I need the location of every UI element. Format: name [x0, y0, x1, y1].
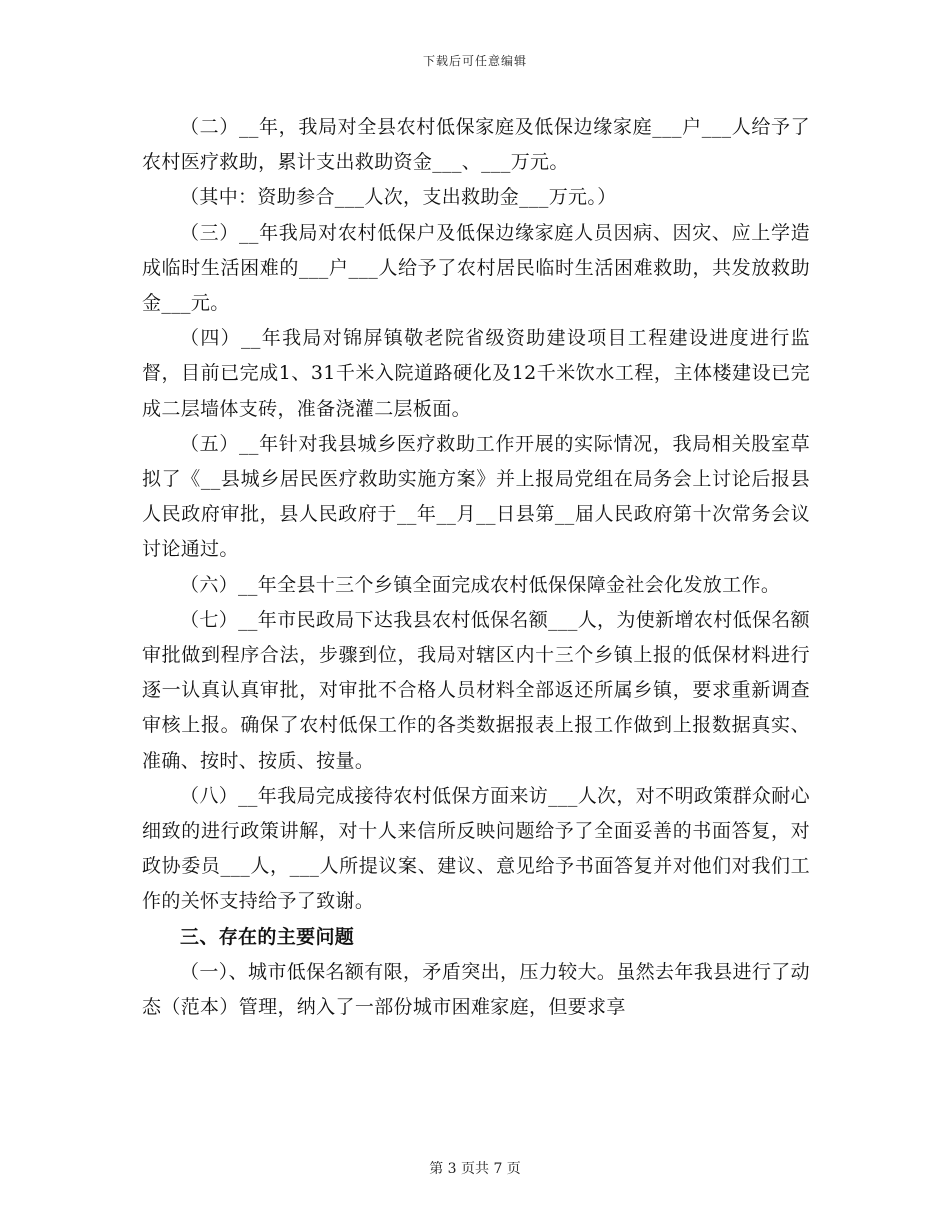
- paragraph-3: （三）__年我局对农村低保户及低保边缘家庭人员因病、因灾、应上学造成临时生活困难的___户___人给予了农村居民临时生活困难救助，共发放救助金___元。: [142, 221, 810, 315]
- page-footer: 第 3 页共 7 页: [429, 1161, 521, 1177]
- paragraph-7: （七）__年市民政局下达我县农村低保名额___人，为使新增农村低保名额审批做到程序合法，步骤到位，我局对辖区内十三个乡镇上报的低保材料进行逐一认真认真审批，对审批不合格人员材料全部返还所属乡镇，要求重新调查审核上报。确保了农村低保工作的各类数据报表上报工作做到上报数据真实、准确、按时、按质、按量。: [142, 608, 810, 772]
- page-header: 下载后可任意编辑: [422, 54, 527, 68]
- section-heading: 三、存在的主要问题: [180, 925, 355, 948]
- paragraph-6: （六）__年全县十三个乡镇全面完成农村低保保障金社会化发放工作。: [180, 573, 781, 596]
- paragraph-2-note: （其中：资助参合___人次，支出救助金___万元。）: [180, 186, 617, 209]
- paragraph-2: （二）__年，我局对全县农村低保家庭及低保边缘家庭___户___人给予了农村医疗救助，累计支出救助资金___、___万元。: [142, 116, 810, 174]
- section-paragraph-1: （一）、城市低保名额有限，矛盾突出，压力较大。虽然去年我县进行了动态（范本）管理，纳入了一部份城市困难家庭，但要求享: [142, 960, 810, 1019]
- paragraph-8: （八）__年我局完成接待农村低保方面来访___人次，对不明政策群众耐心细致的进行政策讲解，对十人来信所反映问题给予了全面妥善的书面答复，对政协委员___人，___人所提议案、建议、意见给予书面答复并对他们对我们工作的关怀支持给予了致谢。: [142, 784, 810, 913]
- paragraph-5: （五）__年针对我县城乡医疗救助工作开展的实际情况，我局相关股室草拟了《__县城乡居民医疗救助实施方案》并上报局党组在局务会上讨论后报县人民政府审批，县人民政府于__年__月__日县第__届人民政府第十次常务会议讨论通过。: [142, 432, 810, 561]
- document-body: [142, 110, 810, 1025]
- paragraph-4: （四）__年我局对锦屏镇敬老院省级资助建设项目工程建设进度进行监督，目前已完成1、31千米入院道路硬化及12千米饮水工程，主体楼建设已完成二层墙体支砖，准备浇灌二层板面。: [142, 327, 810, 420]
